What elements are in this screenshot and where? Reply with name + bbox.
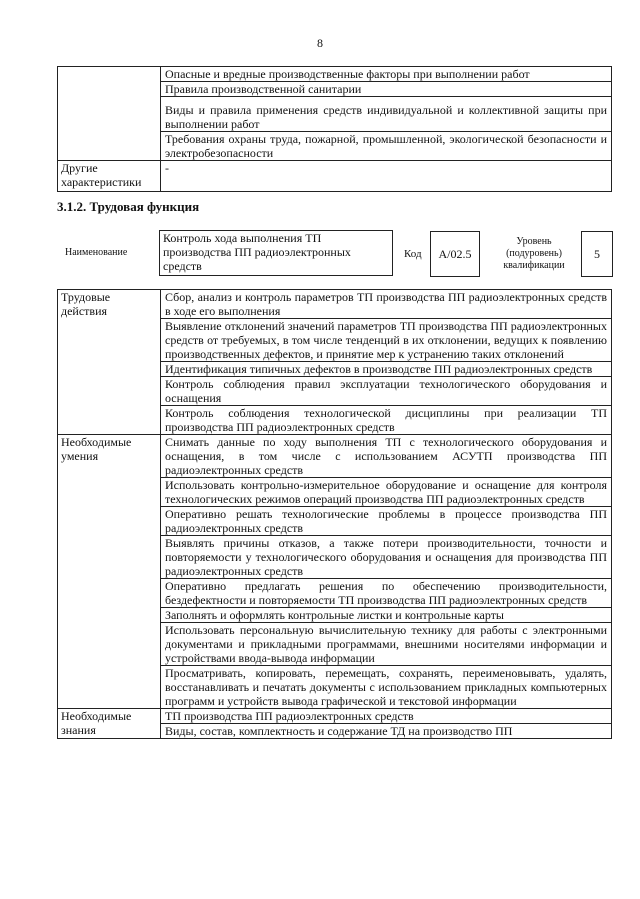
row-label: Трудовые действия xyxy=(58,290,161,435)
table-cell: Требования охраны труда, пожарной, промышленной, экологической безопасности и электробезопасности xyxy=(161,132,612,161)
section-heading: 3.1.2. Трудовая функция xyxy=(57,199,200,214)
table-row xyxy=(58,709,612,724)
table-cell: - xyxy=(161,161,612,192)
row-label: Необходимые знания xyxy=(58,709,161,739)
table-cell: Виды, состав, комплектность и содержание ТД на производство ПП xyxy=(161,724,612,739)
table-cell: ТП производства ПП радиоэлектронных средств xyxy=(161,709,612,724)
code-box: А/02.5 xyxy=(430,231,480,277)
row-label xyxy=(58,67,161,161)
table-cell: Оперативно решать технологические проблемы в процессе производства ПП радиоэлектронных средств xyxy=(161,507,612,536)
table-cell: Контроль соблюдения правил эксплуатации технологического оборудования и оснащения xyxy=(161,377,612,406)
table-cell: Выявление отклонений значений параметров ТП производства ПП радиоэлектронных средств от требуемых, в том числе тенденций в их отклонении, ведущих к появлению производственных дефектов, и принятие мер к устранению таких отклонений xyxy=(161,319,612,362)
table-cell: Идентификация типичных дефектов в производстве ПП радиоэлектронных средств xyxy=(161,362,612,377)
table-cell: Опасные и вредные производственные факторы при выполнении работ xyxy=(161,67,612,82)
table-row xyxy=(58,67,612,82)
table-cell: Сбор, анализ и контроль параметров ТП производства ПП радиоэлектронных средств в ходе его выполнения xyxy=(161,290,612,319)
table-cell: Оперативно предлагать решения по обеспечению производительности, бездефектности и повторяемости ТП производства ПП радиоэлектронных средств xyxy=(161,579,612,608)
table-cell: Заполнять и оформлять контрольные листки и контрольные карты xyxy=(161,608,612,623)
table-cell: Выявлять причины отказов, а также потери производительности, точности и повторяемости у технологического оборудования и оснащения для производства ПП радиоэлектронных средств xyxy=(161,536,612,579)
function-details-table xyxy=(57,289,612,739)
table-cell: Контроль соблюдения технологической дисциплины при реализации ТП производства ПП радиоэлектронных средств xyxy=(161,406,612,435)
table-cell: Снимать данные по ходу выполнения ТП с технологического оборудования и оснащения, в том числе с использованием АСУТП производства ПП радиоэлектронных средств xyxy=(161,435,612,478)
qualification-level-box: 5 xyxy=(581,231,613,277)
table-cell: Использовать контрольно-измерительное оборудование и оснащение для контроля технологических режимов операций производства ПП радиоэлектронных средств xyxy=(161,478,612,507)
name-label: Наименование xyxy=(65,247,128,258)
page-number: 8 xyxy=(317,36,323,50)
table-cell: Правила производственной санитарии xyxy=(161,82,612,97)
table-cell: Использовать персональную вычислительную технику для работы с электронными документами и прикладными программами, внешними носителями информации и устройствами ввода-вывода информации xyxy=(161,623,612,666)
table-cell: Просматривать, копировать, перемещать, сохранять, переименовывать, удалять, восстанавливать и печатать документы с использованием прикладных компьютерных программ и устройств вывода графической и текстовой информации xyxy=(161,666,612,709)
table-row xyxy=(58,435,612,478)
row-label: Необходимые умения xyxy=(58,435,161,709)
code-label: Код xyxy=(404,248,422,260)
table-row xyxy=(58,161,612,192)
table-row xyxy=(58,290,612,319)
function-name-box: Контроль хода выполнения ТП производства ПП радиоэлектронных средств xyxy=(159,230,393,276)
requirements-table xyxy=(57,66,612,192)
qualification-level-label: Уровень (подуровень) квалификации xyxy=(503,236,565,271)
table-cell: Виды и правила применения средств индивидуальной и коллективной защиты при выполнении работ xyxy=(161,97,612,132)
row-label: Другие характеристики xyxy=(58,161,161,192)
